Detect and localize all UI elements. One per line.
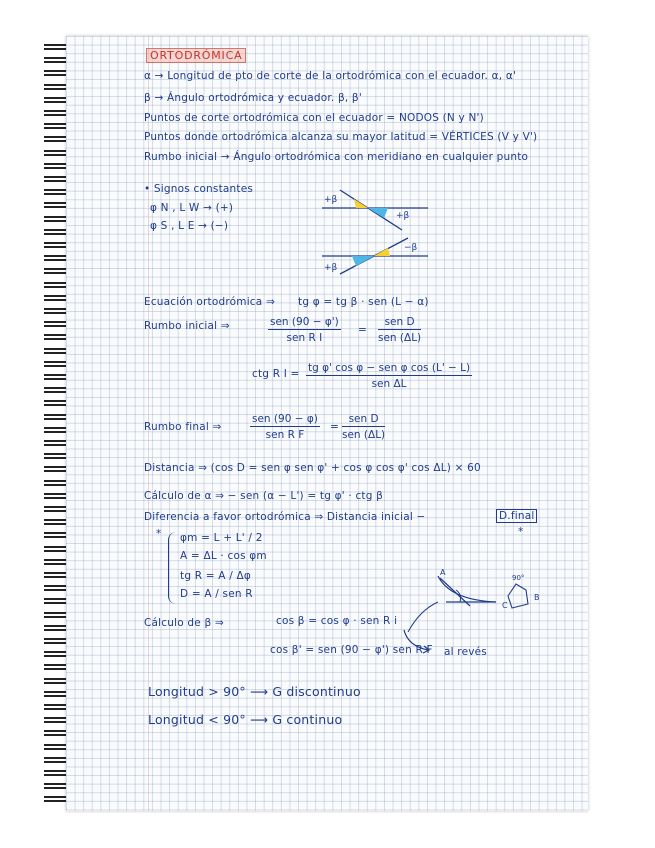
al-reves-note: al revés	[444, 646, 487, 658]
orthodrome-line	[340, 190, 402, 230]
eq-ortodromica-label: Ecuación ortodrómica ⇒	[144, 296, 275, 308]
system-tg-r: tg R = A / Δφ	[180, 570, 251, 582]
system-a: A = ΔL · cos φm	[180, 550, 267, 562]
fraction-numerator: sen D	[342, 413, 385, 427]
system-star: *	[156, 528, 162, 540]
rumbo-final-label: Rumbo final ⇒	[144, 421, 222, 433]
equals-sign-rf: =	[330, 421, 339, 433]
diagram-negative-beta	[318, 236, 438, 280]
beta-label-neg: −β	[404, 243, 418, 253]
line-vertices: Puntos donde ortodrómica alcanza su mayor latitud = VÉRTICES (V y V')	[144, 131, 538, 143]
d-final-box: D.final	[496, 509, 537, 523]
fraction-numerator: sen D	[378, 316, 421, 330]
fraction-rf-2	[342, 413, 385, 441]
line-rumbo: Rumbo inicial → Ángulo ortodrómica con meridiano en cualquier punto	[144, 151, 529, 163]
cos-beta-prime-formula: cos β' = sen (90 − φ') sen R F	[270, 644, 433, 656]
diagram-positive-beta	[318, 188, 438, 236]
fraction-numerator: sen (90 − φ)	[252, 413, 318, 425]
star-mark: *	[518, 526, 524, 538]
calculo-alpha: Cálculo de α ⇒ − sen (α − L') = tg φ' · ctg β	[144, 490, 384, 502]
longitud-menor: Longitud < 90° ⟶ G continuo	[148, 712, 343, 727]
signs-north: φ N , L W → (+)	[150, 202, 234, 214]
page-title: ORTODRÓMICA	[146, 48, 246, 63]
fraction-denominator: sen (ΔL)	[342, 429, 386, 441]
angle-90-label: 90°	[512, 574, 525, 582]
fraction-denominator: sen R F	[265, 429, 305, 441]
longitud-mayor: Longitud > 90° ⟶ G discontinuo	[148, 684, 361, 699]
signs-heading: • Signos constantes	[144, 183, 254, 195]
distancia-formula: Distancia ⇒ (cos D = sen φ sen φ' + cos φ cos φ' cos ΔL) × 60	[144, 462, 481, 474]
vertex-b-label: B	[534, 593, 540, 602]
fraction-numerator: sen (90 − φ')	[270, 316, 339, 328]
line-alpha: α → Longitud de pto de corte de la ortodrómica con el ecuador. α, α'	[144, 70, 517, 82]
fraction-denominator: sen R I	[286, 332, 323, 344]
fraction-ri-1	[268, 316, 341, 344]
vertex-c-label: C	[502, 601, 508, 610]
beta-label-pos: +β	[324, 263, 338, 273]
rumbo-inicial-label: Rumbo inicial ⇒	[144, 320, 230, 332]
fraction-ctg	[306, 362, 472, 390]
fraction-rf-1	[250, 413, 320, 441]
calculo-beta-label: Cálculo de β ⇒	[144, 617, 224, 629]
system-d: D = A / sen R	[180, 588, 253, 600]
equals-sign: =	[358, 324, 367, 336]
angle-arc	[456, 590, 461, 602]
curved-arrow	[398, 628, 438, 658]
fraction-ri-2	[378, 316, 421, 344]
system-phi-m: φm = L + L' / 2	[180, 532, 263, 544]
system-brace	[168, 532, 179, 604]
beta-label-2: +β	[396, 211, 410, 221]
ctg-label: ctg R I =	[252, 368, 300, 380]
eq-ortodromica: tg φ = tg β · sen (L − α)	[298, 296, 429, 308]
beta-wedge-cyan	[368, 208, 388, 218]
beta-label: +β	[324, 195, 338, 205]
pentagon-shape	[508, 584, 528, 608]
line-beta: β → Ángulo ortodrómica y ecuador. β, β'	[144, 92, 362, 104]
diferencia-label: Diferencia a favor ortodrómica ⇒ Distancia inicial −	[144, 511, 426, 523]
cos-beta-formula: cos β = cos φ · sen R i	[276, 615, 398, 627]
line-nodes: Puntos de corte ortodrómica con el ecuador = NODOS (N y N')	[144, 112, 484, 124]
signs-south: φ S , L E → (−)	[150, 220, 229, 232]
fraction-denominator: sen ΔL	[371, 378, 407, 390]
beta-wedge-cyan	[352, 256, 374, 266]
fraction-denominator: sen (ΔL)	[378, 332, 422, 344]
fraction-numerator: tg φ' cos φ − sen φ cos (L' − L)	[308, 362, 471, 374]
arc-curve	[438, 576, 496, 602]
beta-wedge-yellow	[374, 248, 390, 256]
vertex-a-label: A	[440, 568, 446, 577]
